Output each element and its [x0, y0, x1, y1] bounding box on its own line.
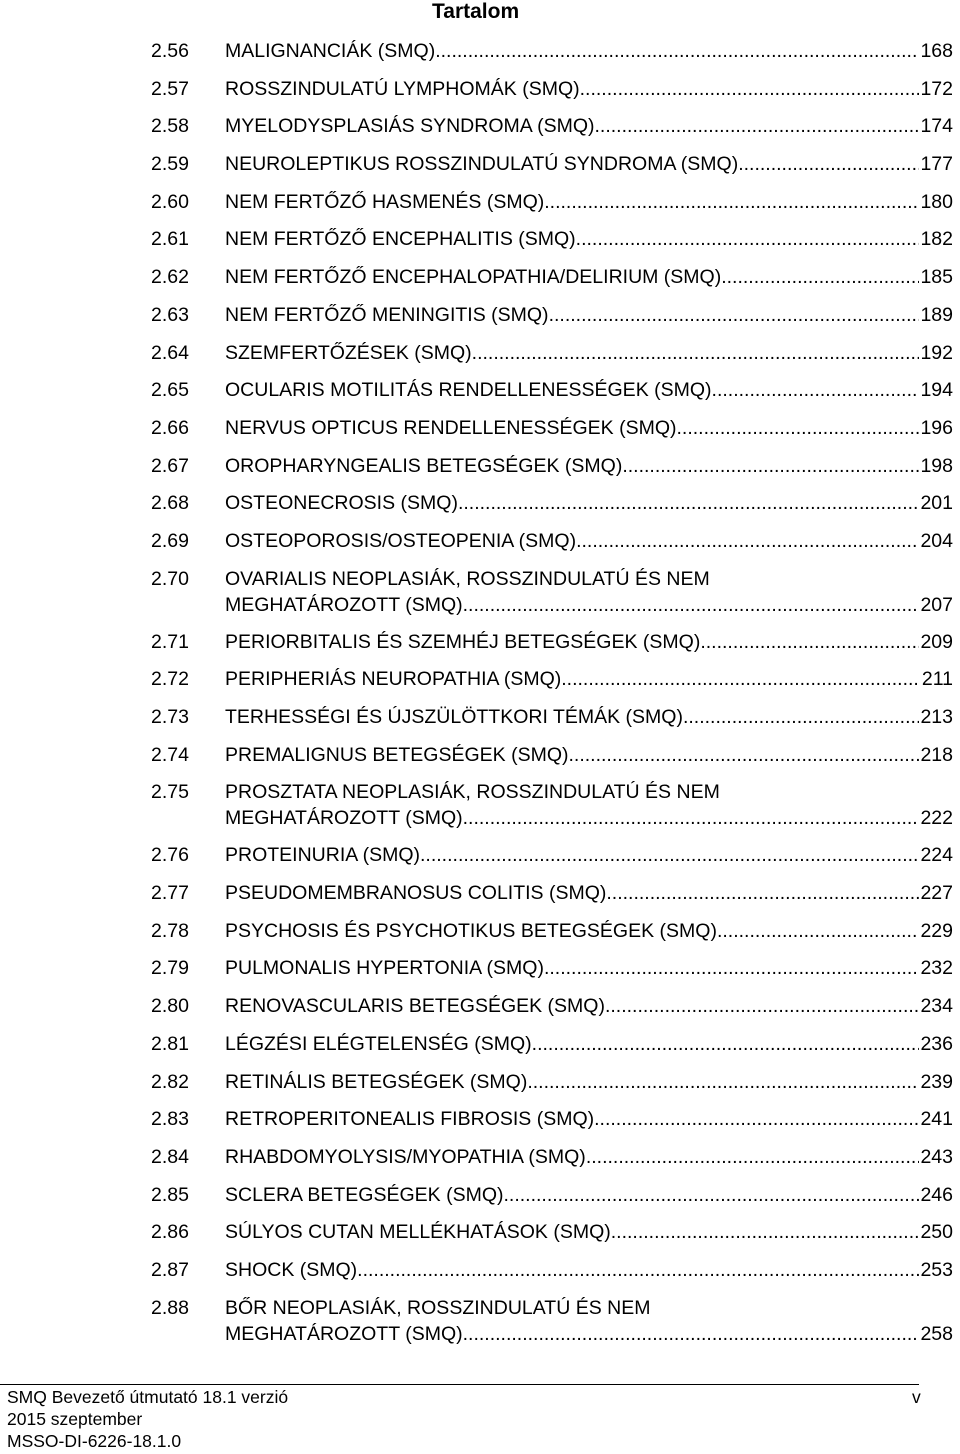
- toc-entry-number: 2.59: [151, 153, 189, 176]
- toc-entry-number: 2.58: [151, 115, 189, 138]
- toc-entry-title: OSTEONECROSIS (SMQ): [225, 492, 458, 515]
- toc-entry[interactable]: [151, 302, 953, 328]
- toc-entry-number: 2.56: [151, 40, 189, 62]
- toc-entry-page: 172: [920, 77, 953, 100]
- toc-entry-number: 2.81: [151, 1032, 189, 1055]
- toc-entry-line: [225, 880, 953, 906]
- toc-entry-number: 2.85: [151, 1183, 189, 1206]
- toc-entry[interactable]: [151, 453, 953, 479]
- toc-entry-line: [225, 742, 953, 768]
- toc-entry[interactable]: [151, 880, 953, 906]
- toc-entry-line: [225, 805, 953, 831]
- toc-entry[interactable]: [151, 226, 953, 252]
- toc-entry-page: 174: [920, 115, 953, 138]
- table-of-contents: [151, 38, 953, 1358]
- dot-leader: [605, 993, 919, 1019]
- dot-leader: [717, 918, 919, 944]
- dot-leader: [594, 1106, 919, 1132]
- toc-entry-text: [225, 1182, 953, 1208]
- toc-entry-title: OCULARIS MOTILITÁS RENDELLENESSÉGEK (SMQ): [225, 379, 712, 402]
- toc-entry-number: 2.74: [151, 743, 189, 766]
- toc-entry-text: [225, 264, 953, 290]
- toc-entry-number: 2.72: [151, 668, 189, 691]
- toc-entry-number: 2.88: [151, 1296, 189, 1319]
- toc-entry-line: [225, 955, 953, 981]
- toc-entry-title: LÉGZÉSI ELÉGTELENSÉG (SMQ): [225, 1032, 532, 1055]
- toc-entry-text: [225, 151, 953, 177]
- toc-entry-page: 192: [920, 341, 953, 364]
- toc-entry[interactable]: [151, 113, 953, 139]
- toc-entry-line: [225, 1069, 953, 1095]
- toc-entry-number: 2.77: [151, 882, 189, 905]
- toc-entry-text: [225, 76, 953, 102]
- toc-entry[interactable]: [151, 76, 953, 102]
- toc-entry-line: [225, 226, 953, 252]
- toc-entry-page: 243: [920, 1145, 953, 1168]
- dot-leader: [586, 1144, 919, 1170]
- toc-entry-text: [225, 490, 953, 516]
- toc-entry-number: 2.69: [151, 529, 189, 552]
- toc-entry-title: RETINÁLIS BETEGSÉGEK (SMQ): [225, 1070, 528, 1093]
- toc-entry[interactable]: [151, 704, 953, 730]
- toc-entry[interactable]: [151, 1219, 953, 1245]
- toc-entry-number: 2.67: [151, 454, 189, 477]
- toc-entry-page: 207: [920, 593, 953, 616]
- toc-entry-title: PROTEINURIA (SMQ): [225, 844, 421, 867]
- toc-entry-number: 2.65: [151, 379, 189, 402]
- page-title: Tartalom: [432, 0, 520, 23]
- dot-leader: [606, 880, 919, 906]
- toc-entry-text: [225, 704, 953, 730]
- dot-leader: [420, 842, 919, 868]
- toc-entry-text: [225, 377, 953, 403]
- toc-entry-line: [225, 1031, 953, 1057]
- toc-entry-title: MALIGNANCIÁK (SMQ): [225, 40, 436, 62]
- toc-entry-number: 2.86: [151, 1221, 189, 1244]
- toc-entry-title: RHABDOMYOLYSIS/MYOPATHIA (SMQ): [225, 1145, 586, 1168]
- toc-entry-page: 198: [920, 454, 953, 477]
- toc-entry-title: NEM FERTŐZŐ HASMENÉS (SMQ): [225, 190, 545, 213]
- toc-entry[interactable]: [151, 189, 953, 215]
- toc-entry-page: 209: [920, 630, 953, 653]
- toc-entry-page: 211: [921, 668, 953, 691]
- toc-entry-text: [225, 189, 953, 215]
- toc-entry-title: SÚLYOS CUTAN MELLÉKHATÁSOK (SMQ): [225, 1221, 611, 1244]
- toc-entry-text: [225, 1106, 953, 1132]
- toc-entry-number: 2.83: [151, 1108, 189, 1131]
- toc-entry-text: [225, 1295, 953, 1347]
- footer-divider: [0, 1384, 919, 1385]
- toc-entry-title: NERVUS OPTICUS RENDELLENESSÉGEK (SMQ): [225, 416, 677, 439]
- toc-entry-page: 224: [920, 844, 953, 867]
- toc-entry-page: 196: [920, 416, 953, 439]
- dot-leader: [357, 1257, 919, 1283]
- toc-entry-number: 2.82: [151, 1070, 189, 1093]
- toc-entry-text: [225, 226, 953, 252]
- dot-leader: [463, 1321, 919, 1347]
- toc-entry-line: [225, 1219, 953, 1245]
- toc-entry-page: 227: [920, 882, 953, 905]
- toc-entry-number: 2.84: [151, 1145, 189, 1168]
- toc-entry-text: [225, 880, 953, 906]
- dot-leader: [622, 453, 919, 479]
- toc-entry-text: [225, 340, 953, 366]
- toc-entry-number: 2.73: [151, 706, 189, 728]
- toc-entry-number: 2.62: [151, 266, 189, 289]
- dot-leader: [576, 528, 919, 554]
- dot-leader: [721, 264, 919, 290]
- toc-entry-text: [225, 842, 953, 868]
- toc-entry-page: 250: [920, 1221, 953, 1244]
- toc-entry-title: SCLERA BETEGSÉGEK (SMQ): [225, 1183, 504, 1206]
- toc-entry-line: [225, 151, 953, 177]
- toc-entry-page: 204: [920, 529, 953, 552]
- toc-entry-page: 185: [920, 266, 953, 289]
- toc-entry[interactable]: [151, 340, 953, 366]
- toc-entry[interactable]: [151, 955, 953, 981]
- toc-entry-title: MEGHATÁROZOTT (SMQ): [225, 593, 463, 616]
- toc-entry[interactable]: [151, 1106, 953, 1132]
- toc-entry[interactable]: [151, 264, 953, 290]
- toc-entry-line: [225, 1321, 953, 1347]
- dot-leader: [472, 340, 919, 366]
- toc-entry-page: 241: [920, 1108, 953, 1131]
- toc-entry-number: 2.71: [151, 630, 189, 653]
- dot-leader: [677, 415, 920, 441]
- dot-leader: [544, 189, 919, 215]
- dot-leader: [580, 76, 919, 102]
- toc-entry-line: [225, 453, 953, 479]
- toc-entry-title-line1: OVARIALIS NEOPLASIÁK, ROSSZINDULATÚ ÉS NEM: [225, 567, 710, 590]
- toc-entry-title: TERHESSÉGI ÉS ÚJSZÜLÖTTKORI TÉMÁK (SMQ): [225, 706, 683, 728]
- toc-entry-page: 218: [920, 743, 953, 766]
- toc-entry-line: [225, 1182, 953, 1208]
- toc-entry-line: [225, 264, 953, 290]
- toc-entry[interactable]: [151, 38, 953, 64]
- toc-entry[interactable]: [151, 666, 953, 692]
- toc-entry-text: [225, 742, 953, 768]
- toc-entry[interactable]: [151, 151, 953, 177]
- toc-entry-text: [225, 38, 953, 64]
- toc-entry-text: [225, 1144, 953, 1170]
- dot-leader: [700, 629, 919, 655]
- toc-entry-line: [225, 113, 953, 139]
- toc-entry-number: 2.60: [151, 190, 189, 213]
- toc-entry[interactable]: [151, 779, 953, 831]
- toc-entry-line: [225, 415, 953, 441]
- toc-entry-text: [225, 993, 953, 1019]
- toc-entry-number: 2.78: [151, 919, 189, 942]
- toc-entry-line: [225, 377, 953, 403]
- toc-entry[interactable]: [151, 1182, 953, 1208]
- toc-entry-title: PERIPHERIÁS NEUROPATHIA (SMQ): [225, 668, 562, 691]
- toc-entry[interactable]: [151, 742, 953, 768]
- toc-entry-title: RETROPERITONEALIS FIBROSIS (SMQ): [225, 1108, 595, 1131]
- toc-entry[interactable]: [151, 629, 953, 655]
- toc-entry-number: 2.57: [151, 77, 189, 100]
- dot-leader: [532, 1031, 919, 1057]
- footer-document-id: MSSO-DI-6226-18.1.0: [7, 1431, 182, 1451]
- footer: [7, 1386, 288, 1452]
- toc-entry[interactable]: [151, 1031, 953, 1057]
- toc-entry-page: 177: [920, 153, 953, 176]
- toc-entry-title-line1: PROSZTATA NEOPLASIÁK, ROSSZINDULATÚ ÉS NEM: [225, 781, 720, 804]
- toc-entry-line: [225, 302, 953, 328]
- toc-entry-text: [225, 566, 953, 618]
- toc-entry[interactable]: [151, 566, 953, 618]
- toc-entry-line: [225, 189, 953, 215]
- toc-entry-page: 236: [920, 1032, 953, 1055]
- toc-entry-number: 2.76: [151, 844, 189, 867]
- toc-entry-page: 189: [920, 303, 953, 326]
- toc-entry-number: 2.66: [151, 416, 189, 439]
- toc-entry-page: 180: [920, 190, 953, 213]
- page-number: v: [912, 1387, 921, 1407]
- toc-entry-number: 2.75: [151, 781, 189, 804]
- toc-entry[interactable]: [151, 1069, 953, 1095]
- toc-entry-number: 2.64: [151, 341, 189, 364]
- dot-leader: [549, 302, 919, 328]
- toc-entry-title: SZEMFERTŐZÉSEK (SMQ): [225, 341, 472, 364]
- toc-entry-line: [225, 528, 953, 554]
- toc-entry-line: [225, 592, 953, 618]
- toc-entry-page: 201: [920, 492, 953, 515]
- toc-entry-text: [225, 1257, 953, 1283]
- dot-leader: [576, 226, 919, 252]
- dot-leader: [611, 1219, 919, 1245]
- toc-entry-number: 2.68: [151, 492, 189, 515]
- toc-entry-title: ROSSZINDULATÚ LYMPHOMÁK (SMQ): [225, 77, 580, 100]
- dot-leader: [503, 1182, 919, 1208]
- dot-leader: [527, 1069, 919, 1095]
- toc-entry-title: MEGHATÁROZOTT (SMQ): [225, 1322, 463, 1345]
- toc-entry-text: [225, 113, 953, 139]
- toc-entry[interactable]: [151, 1144, 953, 1170]
- toc-entry-page: 222: [920, 807, 953, 830]
- toc-entry[interactable]: [151, 842, 953, 868]
- toc-entry[interactable]: [151, 377, 953, 403]
- toc-entry-line: [225, 666, 953, 692]
- toc-entry-text: [225, 415, 953, 441]
- toc-entry-page: 213: [920, 706, 953, 728]
- toc-entry-line: [225, 704, 953, 730]
- toc-entry-text: [225, 666, 953, 692]
- dot-leader: [568, 742, 919, 768]
- dot-leader: [458, 490, 919, 516]
- toc-entry-page: 194: [920, 379, 953, 402]
- footer-date: 2015 szeptember: [7, 1409, 143, 1429]
- toc-entry-page: 253: [920, 1258, 953, 1281]
- toc-entry-line: [225, 340, 953, 366]
- toc-entry-number: 2.87: [151, 1258, 189, 1281]
- dot-leader: [544, 955, 919, 981]
- toc-entry-line: [225, 629, 953, 655]
- dot-leader: [683, 704, 919, 730]
- dot-leader: [463, 592, 919, 618]
- toc-entry-text: [225, 1219, 953, 1245]
- toc-entry-line: [225, 1106, 953, 1132]
- toc-entry-text: [225, 453, 953, 479]
- toc-entry[interactable]: [151, 415, 953, 441]
- toc-entry-line: [225, 842, 953, 868]
- toc-entry-title: NEM FERTŐZŐ ENCEPHALITIS (SMQ): [225, 228, 576, 251]
- toc-entry-title: PERIORBITALIS ÉS SZEMHÉJ BETEGSÉGEK (SMQ): [225, 630, 701, 653]
- toc-entry-line: [225, 76, 953, 102]
- toc-entry-page: 258: [920, 1322, 953, 1345]
- toc-entry-title-line1: BŐR NEOPLASIÁK, ROSSZINDULATÚ ÉS NEM: [225, 1296, 651, 1319]
- toc-entry-text: [225, 1069, 953, 1095]
- toc-entry-title: NEM FERTŐZŐ MENINGITIS (SMQ): [225, 303, 549, 326]
- toc-entry-line: [225, 918, 953, 944]
- dot-leader: [561, 666, 919, 692]
- toc-entry-title: PULMONALIS HYPERTONIA (SMQ): [225, 957, 544, 980]
- toc-entry-text: [225, 629, 953, 655]
- dot-leader: [738, 151, 919, 177]
- toc-entry-text: [225, 955, 953, 981]
- dot-leader: [435, 38, 919, 64]
- toc-entry-number: 2.63: [151, 303, 189, 326]
- toc-entry-title: PSYCHOSIS ÉS PSYCHOTIKUS BETEGSÉGEK (SMQ): [225, 919, 717, 942]
- toc-entry[interactable]: [151, 1257, 953, 1283]
- toc-entry-line: [225, 490, 953, 516]
- toc-entry-line: [225, 38, 953, 64]
- toc-entry-title: SHOCK (SMQ): [225, 1258, 358, 1281]
- footer-document-title: SMQ Bevezető útmutató 18.1 verzió: [7, 1387, 289, 1407]
- toc-entry-number: 2.79: [151, 957, 189, 980]
- toc-entry-title: PREMALIGNUS BETEGSÉGEK (SMQ): [225, 743, 569, 766]
- toc-entry-page: 182: [920, 228, 953, 251]
- toc-entry-title: RENOVASCULARIS BETEGSÉGEK (SMQ): [225, 995, 605, 1018]
- toc-entry-page: 234: [920, 995, 953, 1018]
- toc-entry-title: OROPHARYNGEALIS BETEGSÉGEK (SMQ): [225, 454, 623, 477]
- toc-entry-page: 229: [920, 919, 953, 942]
- toc-entry-text: [225, 528, 953, 554]
- toc-entry-title: MEGHATÁROZOTT (SMQ): [225, 807, 463, 830]
- toc-entry-page: 239: [920, 1070, 953, 1093]
- toc-entry[interactable]: [151, 490, 953, 516]
- toc-entry-title: MYELODYSPLASIÁS SYNDROMA (SMQ): [225, 115, 595, 138]
- toc-entry-title: NEM FERTŐZŐ ENCEPHALOPATHIA/DELIRIUM (SMQ): [225, 266, 722, 289]
- toc-entry[interactable]: [151, 993, 953, 1019]
- dot-leader: [463, 805, 919, 831]
- toc-entry[interactable]: [151, 918, 953, 944]
- dot-leader: [595, 113, 919, 139]
- toc-entry-text: [225, 918, 953, 944]
- toc-entry-title: OSTEOPOROSIS/OSTEOPENIA (SMQ): [225, 529, 577, 552]
- toc-entry-number: 2.61: [151, 228, 189, 251]
- toc-entry-title: NEUROLEPTIKUS ROSSZINDULATÚ SYNDROMA (SMQ): [225, 153, 739, 176]
- toc-entry[interactable]: [151, 1295, 953, 1347]
- toc-entry-line: [225, 1144, 953, 1170]
- toc-entry-line: [225, 993, 953, 1019]
- toc-entry[interactable]: [151, 528, 953, 554]
- toc-entry-page: 168: [920, 40, 953, 62]
- toc-entry-number: 2.80: [151, 995, 189, 1018]
- toc-entry-text: [225, 779, 953, 831]
- toc-entry-page: 232: [920, 957, 953, 980]
- toc-entry-line: [225, 1257, 953, 1283]
- toc-entry-text: [225, 302, 953, 328]
- toc-entry-text: [225, 1031, 953, 1057]
- toc-entry-page: 246: [920, 1183, 953, 1206]
- toc-entry-number: 2.70: [151, 567, 189, 590]
- toc-entry-title: PSEUDOMEMBRANOSUS COLITIS (SMQ): [225, 882, 607, 905]
- dot-leader: [712, 377, 919, 403]
